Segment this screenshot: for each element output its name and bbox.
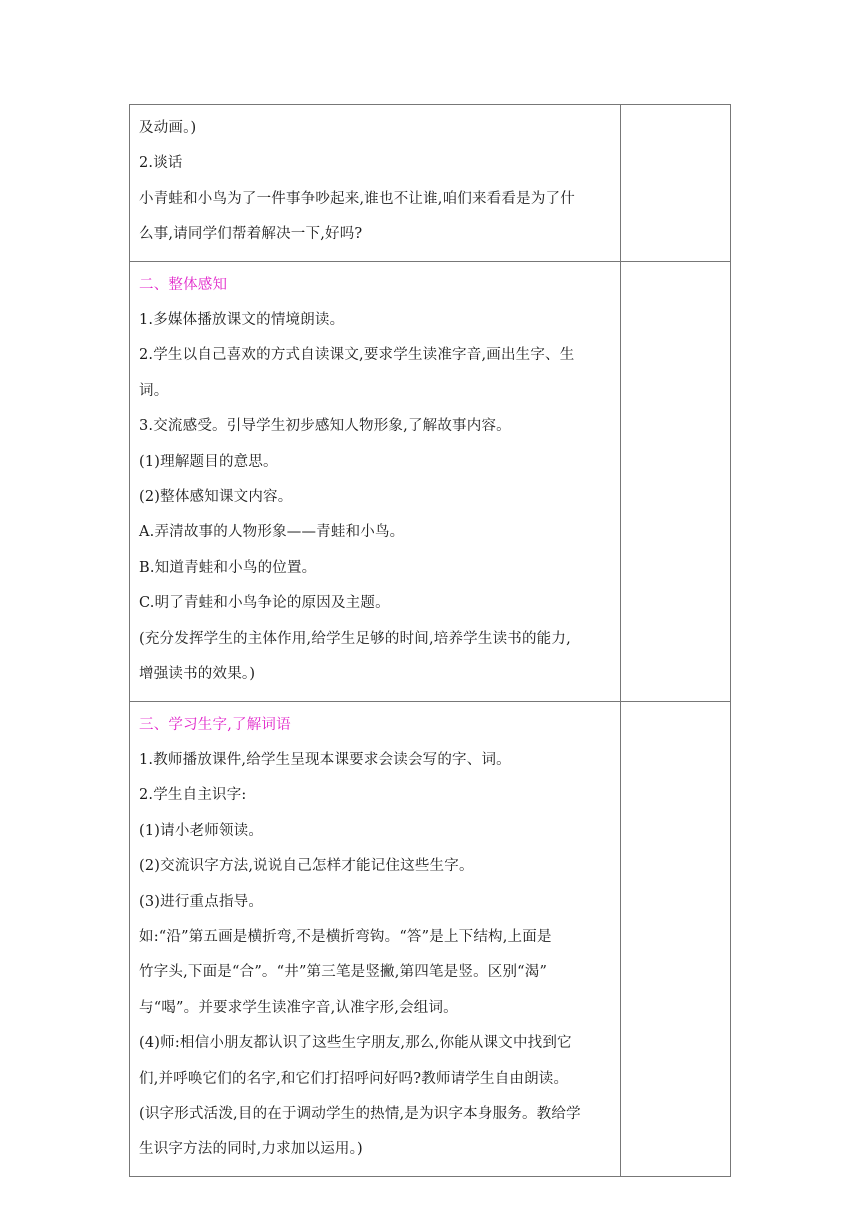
- text-line: (充分发挥学生的主体作用,给学生足够的时间,培养学生读书的能力,: [139, 630, 571, 647]
- text-line: (3)进行重点指导。: [139, 893, 264, 910]
- text-line: 1.教师播放课件,给学生呈现本课要求会读会写的字、词。: [139, 751, 511, 768]
- content-cell: [130, 701, 621, 1176]
- text-line: A.弄清故事的人物形象——青蛙和小鸟。: [139, 524, 405, 541]
- text-line: 增强读书的效果。): [139, 666, 256, 683]
- text-line: 生识字方法的同时,力求加以运用。): [139, 1141, 363, 1158]
- content-cell: [130, 261, 621, 701]
- section-heading: 三、学习生字,了解词语: [139, 716, 291, 733]
- text-line: 2.谈话: [139, 155, 183, 172]
- lesson-plan-table: [129, 104, 731, 1177]
- table-row: [130, 105, 731, 262]
- text-line: 小青蛙和小鸟为了一件事争吵起来,谁也不让谁,咱们来看看是为了什: [139, 190, 575, 207]
- text-line: 们,并呼唤它们的名字,和它们打招呼问好吗?教师请学生自由朗读。: [139, 1070, 569, 1087]
- text-line: (1)请小老师领读。: [139, 822, 264, 839]
- text-line: 竹字头,下面是“合”。“井”第三笔是竖撇,第四笔是竖。区别“渴”: [139, 964, 548, 981]
- text-line: 如:“沿”第五画是横折弯,不是横折弯钩。“答”是上下结构,上面是: [139, 928, 552, 945]
- text-line: 词。: [139, 382, 169, 399]
- text-line: 与“喝”。并要求学生读准字音,认准字形,会组词。: [139, 999, 458, 1016]
- text-line: (2)整体感知课文内容。: [139, 489, 293, 506]
- text-line: (识字形式活泼,目的在于调动学生的热情,是为识字本身服务。教给学: [139, 1105, 581, 1122]
- note-cell: [621, 261, 731, 701]
- text-line: 1.多媒体播放课文的情境朗读。: [139, 312, 345, 329]
- text-line: C.明了青蛙和小鸟争论的原因及主题。: [139, 595, 390, 612]
- table-row: [130, 701, 731, 1176]
- text-line: 及动画。): [139, 120, 197, 136]
- text-line: 2.学生以自己喜欢的方式自读课文,要求学生读准字音,画出生字、生: [139, 347, 575, 364]
- text-line: 3.交流感受。引导学生初步感知人物形象,了解故事内容。: [139, 418, 511, 435]
- text-line: 2.学生自主识字:: [139, 787, 247, 804]
- text-line: (4)师:相信小朋友都认识了这些生字朋友,那么,你能从课文中找到它: [139, 1035, 572, 1052]
- content-cell: [130, 105, 621, 262]
- text-line: B.知道青蛙和小鸟的位置。: [139, 559, 317, 576]
- note-cell: [621, 105, 731, 262]
- table-row: [130, 261, 731, 701]
- section-heading: 二、整体感知: [139, 276, 228, 293]
- text-line: (2)交流识字方法,说说自己怎样才能记住这些生字。: [139, 858, 474, 875]
- text-line: (1)理解题目的意思。: [139, 453, 278, 470]
- text-line: 么事,请同学们帮着解决一下,好吗?: [139, 226, 363, 243]
- note-cell: [621, 701, 731, 1176]
